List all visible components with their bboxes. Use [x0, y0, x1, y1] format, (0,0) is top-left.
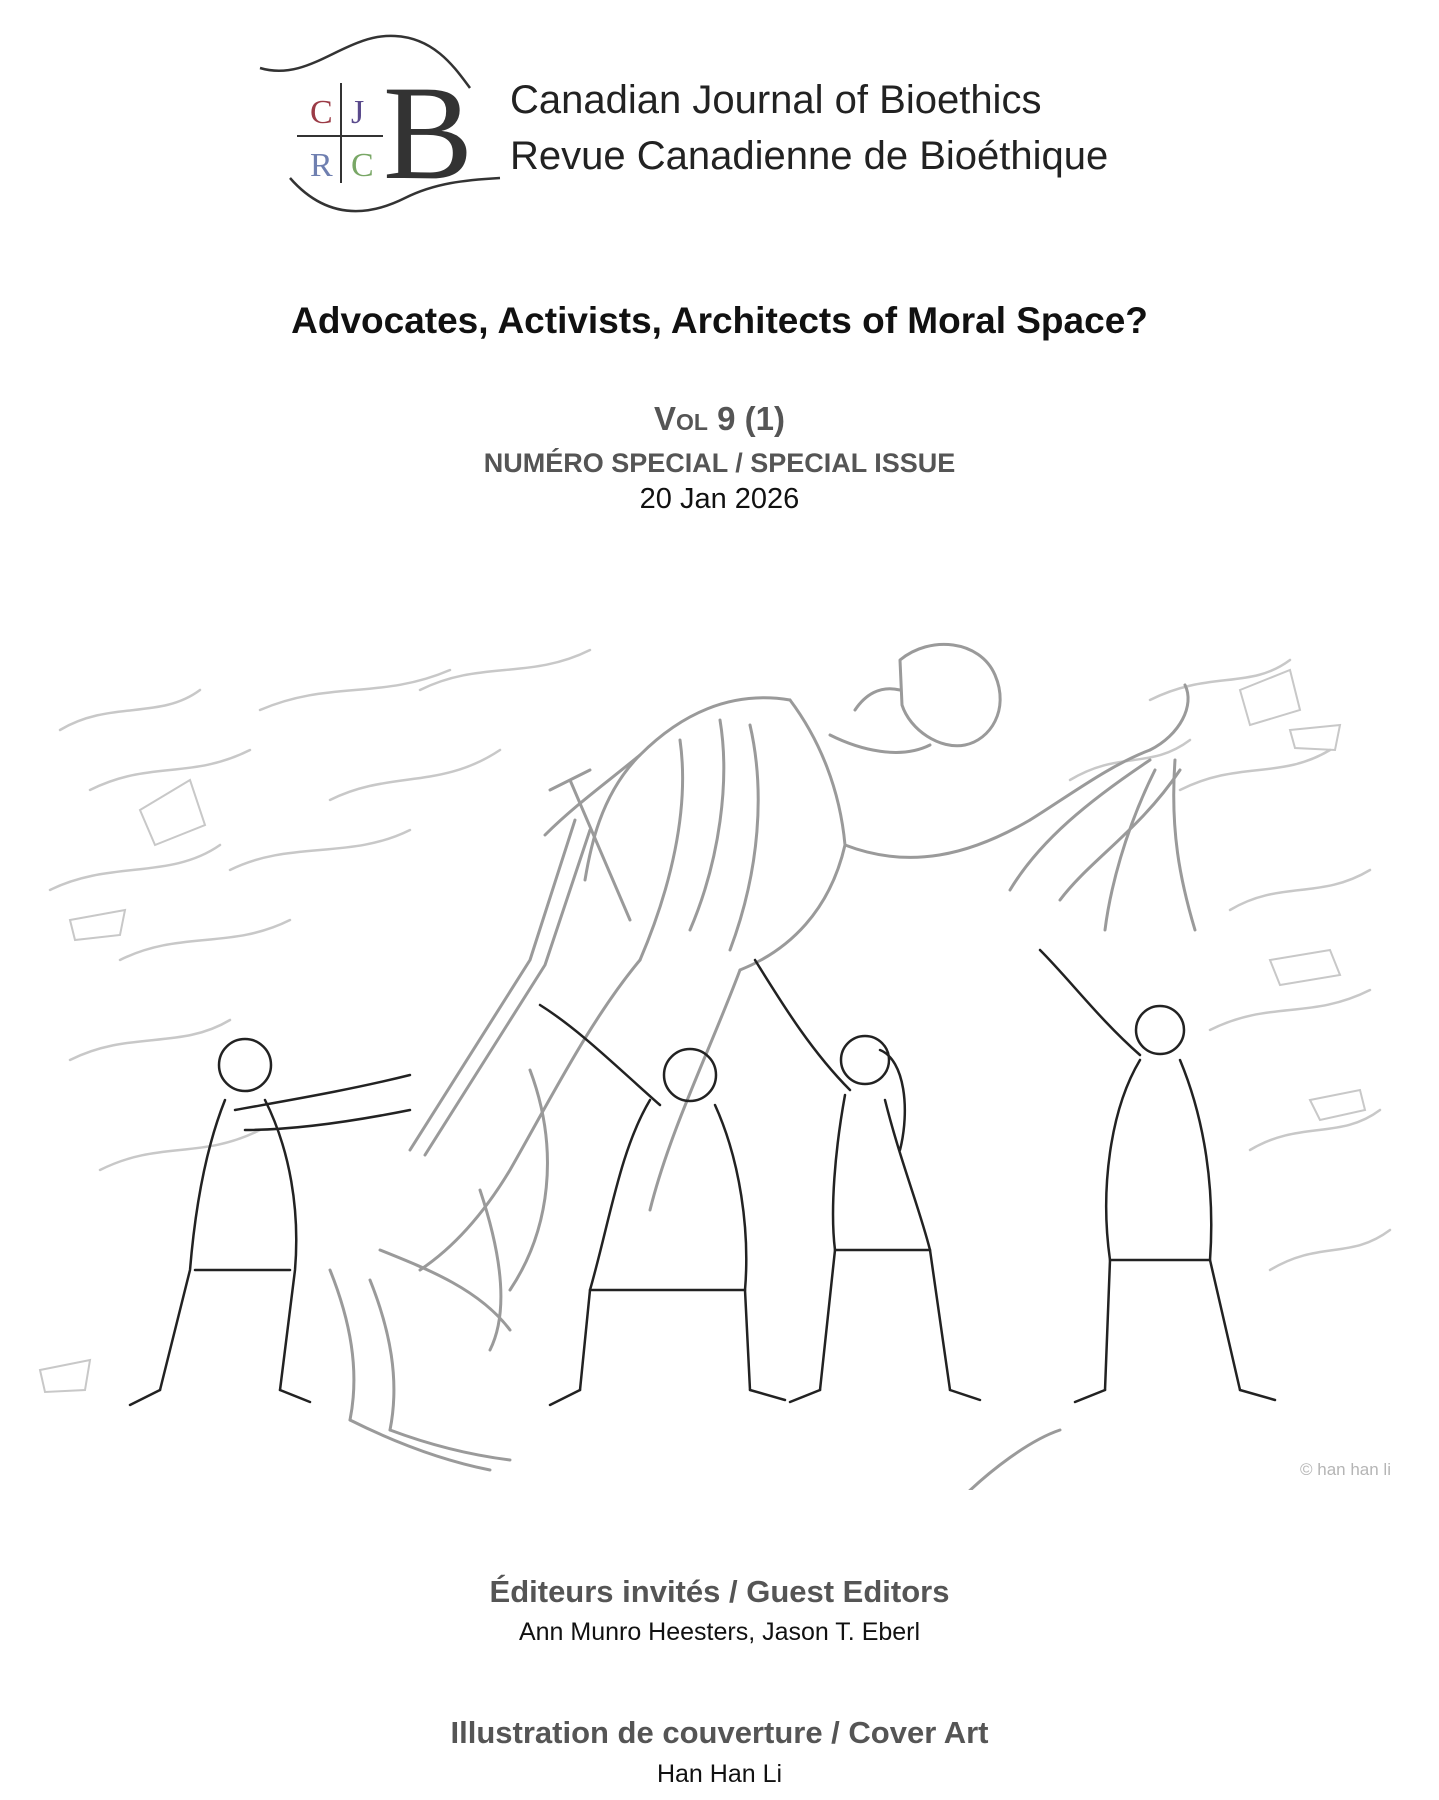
background-wind-strokes	[50, 650, 1390, 1270]
logo-letter-j: J	[351, 94, 365, 131]
logo-letter-r: R	[310, 147, 333, 184]
floating-papers	[40, 670, 1365, 1392]
journal-names	[510, 72, 1108, 184]
journal-logo	[255, 28, 515, 223]
issue-title: Advocates, Activists, Architects of Moral Space?	[291, 300, 1148, 341]
lady-justice-statue	[330, 644, 1195, 1490]
issue-date: 20 Jan 2026	[639, 483, 800, 515]
guest-editors-names: Ann Munro Heesters, Jason T. Eberl	[518, 1618, 921, 1646]
issue-type: NUMÉRO SPECIAL / SPECIAL ISSUE	[483, 448, 956, 478]
researchers-group	[130, 950, 1275, 1405]
guest-editors-heading: Éditeurs invités / Guest Editors	[489, 1574, 950, 1609]
volume-number: Vol 9 (1)	[654, 400, 785, 437]
researcher-second	[540, 1005, 785, 1405]
journal-name-en: Canadian Journal of Bioethics	[510, 78, 1042, 122]
journal-name-fr: Revue Canadienne de Bioéthique	[510, 134, 1109, 178]
cover-artist-name: Han Han Li	[656, 1760, 783, 1788]
cover-illustration	[30, 630, 1410, 1490]
logo-letter-c2: C	[351, 147, 374, 184]
cover-art-heading: Illustration de couverture / Cover Art	[450, 1715, 989, 1750]
logo-letter-c: C	[310, 94, 333, 131]
researcher-third	[755, 960, 980, 1402]
illustration-credit: © han han li	[1300, 1460, 1391, 1479]
researcher-left	[130, 1039, 410, 1405]
logo-letter-b: B	[383, 59, 474, 208]
